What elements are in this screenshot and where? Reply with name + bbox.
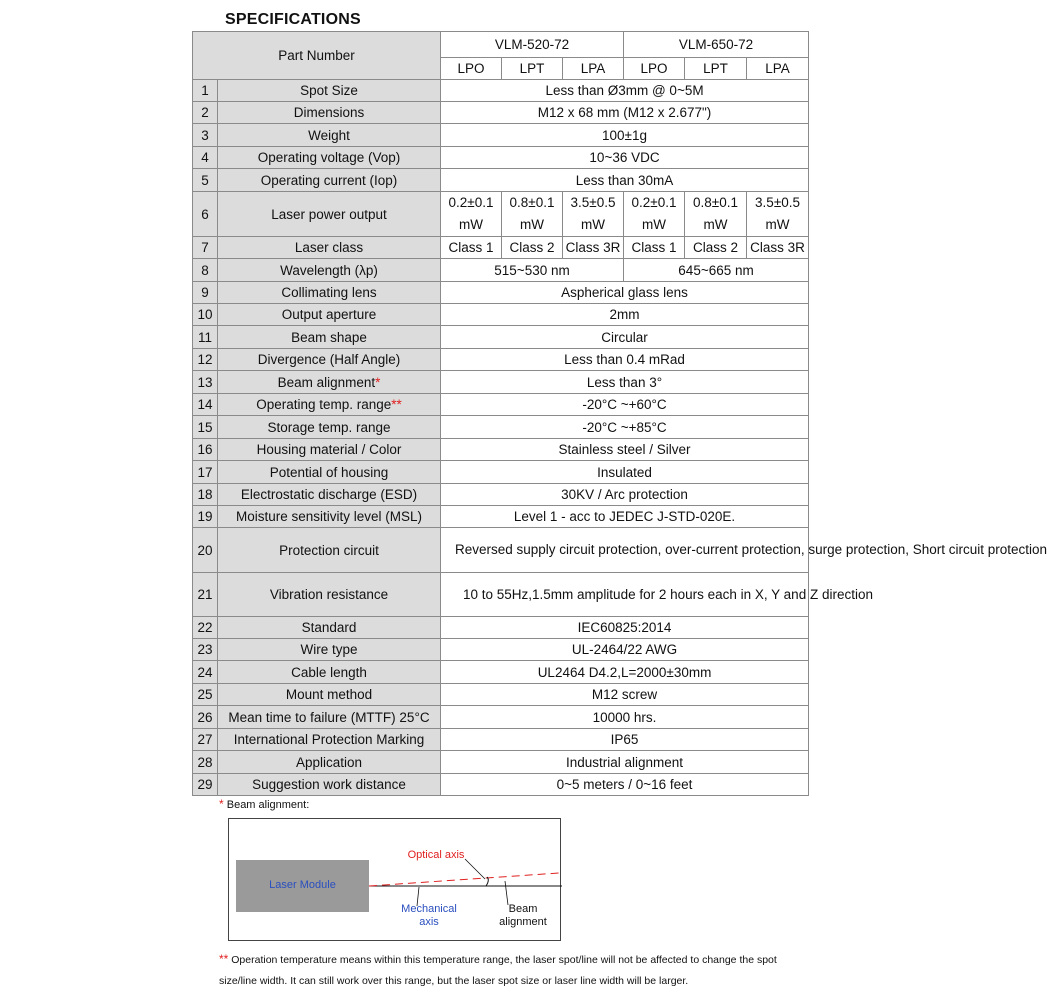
- row-value: Insulated: [441, 461, 809, 484]
- table-row: [193, 506, 809, 528]
- row-label: Wire type: [218, 639, 441, 661]
- optical-axis-leader: [465, 859, 485, 879]
- power-value: 0.8±0.1: [509, 195, 555, 210]
- row-number: 9: [193, 282, 218, 304]
- table-row: [193, 237, 809, 259]
- power-cell: [441, 192, 502, 237]
- laser-class-cell: Class 1: [624, 237, 685, 259]
- row-number: 26: [193, 706, 218, 729]
- row-number: 15: [193, 416, 218, 439]
- row-value: 10000 hrs.: [441, 706, 809, 729]
- row-number: 20: [193, 528, 218, 573]
- specifications-table: [192, 31, 1047, 796]
- row-number: 22: [193, 617, 218, 639]
- beam-alignment-leader: [505, 881, 508, 905]
- row-number: 14: [193, 394, 218, 416]
- row-value: M12 screw: [441, 684, 809, 706]
- table-row: [193, 439, 809, 461]
- row-value: UL-2464/22 AWG: [441, 639, 809, 661]
- row-label: Spot Size: [218, 80, 441, 102]
- row-label: [218, 394, 441, 416]
- beam-alignment-caption: Beam alignment:: [226, 799, 310, 811]
- row-label: Dimensions: [218, 102, 441, 124]
- power-cell: [563, 192, 624, 237]
- table-row: [193, 461, 809, 484]
- laser-module-label: Laser Module: [269, 879, 336, 891]
- power-unit: mW: [520, 217, 544, 232]
- table-row: [193, 706, 809, 729]
- row-number: 19: [193, 506, 218, 528]
- row-value: IEC60825:2014: [441, 617, 809, 639]
- power-unit: mW: [703, 217, 728, 232]
- beam-alignment-line2: alignment: [499, 916, 547, 928]
- table-row: [193, 102, 809, 124]
- power-unit: mW: [765, 217, 790, 232]
- row-value: 10 to 55Hz,1.5mm amplitude for 2 hours each in X, Y and Z direction: [441, 573, 809, 617]
- footnote-star: *: [219, 797, 224, 811]
- row-label: Weight: [218, 124, 441, 147]
- row-number: 1: [193, 80, 218, 102]
- row-value: 0~5 meters / 0~16 feet: [441, 774, 809, 796]
- mechanical-axis-line2: axis: [419, 916, 439, 928]
- table-row: [193, 349, 809, 371]
- row-number: 5: [193, 169, 218, 192]
- laser-class-cell: Class 2: [502, 237, 563, 259]
- row-label: International Protection Marking: [218, 729, 441, 751]
- beam-alignment-diagram: [228, 818, 561, 941]
- row-value: Less than Ø3mm @ 0~5M: [441, 80, 809, 102]
- mechanical-axis-label: [393, 903, 465, 929]
- row-value: Aspherical glass lens: [441, 282, 809, 304]
- table-row: [193, 774, 809, 796]
- power-cell: [747, 192, 809, 237]
- table-row: [193, 394, 809, 416]
- laser-class-cell: Class 3R: [747, 237, 809, 259]
- row-number: 25: [193, 684, 218, 706]
- row-value: 2mm: [441, 304, 809, 326]
- power-unit: mW: [642, 217, 667, 232]
- power-unit: mW: [581, 217, 605, 232]
- table-row: [193, 617, 809, 639]
- variant-header: LPA: [563, 58, 624, 80]
- row-number: 10: [193, 304, 218, 326]
- row-value: IP65: [441, 729, 809, 751]
- variant-header: LPT: [502, 58, 563, 80]
- table-row: [193, 528, 809, 573]
- table-row: [193, 416, 809, 439]
- row-number: 16: [193, 439, 218, 461]
- table-row: [193, 371, 809, 394]
- row-value: 100±1g: [441, 124, 809, 147]
- row-label: Application: [218, 751, 441, 774]
- power-cell: [685, 192, 747, 237]
- table-row: [193, 169, 809, 192]
- row-label: [218, 371, 441, 394]
- row-value: -20°C ~+85°C: [441, 416, 809, 439]
- header-row-models: [193, 32, 809, 58]
- row-value: 30KV / Arc protection: [441, 484, 809, 506]
- variant-header: LPO: [624, 58, 685, 80]
- row-number: 29: [193, 774, 218, 796]
- row-number: 13: [193, 371, 218, 394]
- table-row: [193, 326, 809, 349]
- row-value: M12 x 68 mm (M12 x 2.677"): [441, 102, 809, 124]
- row-value: Less than 3°: [441, 371, 809, 394]
- table-row: [193, 684, 809, 706]
- row-value: -20°C ~+60°C: [441, 394, 809, 416]
- variant-header: LPT: [685, 58, 747, 80]
- row-value: Less than 0.4 mRad: [441, 349, 809, 371]
- beam-alignment-note: [219, 797, 309, 811]
- row-label: Output aperture: [218, 304, 441, 326]
- variant-header: LPA: [747, 58, 809, 80]
- row-number: 4: [193, 147, 218, 169]
- row-value: Level 1 - acc to JEDEC J-STD-020E.: [441, 506, 809, 528]
- table-row: [193, 259, 809, 282]
- table-row: [193, 573, 809, 617]
- power-unit: mW: [459, 217, 483, 232]
- table-row: [193, 661, 809, 684]
- row-label: Operating current (Iop): [218, 169, 441, 192]
- power-value: 0.8±0.1: [693, 195, 738, 210]
- beam-alignment-label: [489, 903, 557, 929]
- part-number-header: Part Number: [193, 32, 441, 80]
- table-row: [193, 751, 809, 774]
- power-cell: [624, 192, 685, 237]
- row-label: Storage temp. range: [218, 416, 441, 439]
- optical-axis-line: [369, 873, 559, 886]
- row-number: 6: [193, 192, 218, 237]
- wavelength-cell: 515~530 nm: [441, 259, 624, 282]
- beam-alignment-line1: Beam: [508, 903, 538, 915]
- row-label: Laser class: [218, 237, 441, 259]
- row-label: Suggestion work distance: [218, 774, 441, 796]
- row-value: Industrial alignment: [441, 751, 809, 774]
- row-number: 3: [193, 124, 218, 147]
- row-label: Collimating lens: [218, 282, 441, 304]
- row-label: Mean time to failure (MTTF) 25°C: [218, 706, 441, 729]
- power-value: 0.2±0.1: [631, 195, 677, 210]
- row-label: Beam shape: [218, 326, 441, 349]
- optical-axis-label: Optical axis: [407, 849, 465, 861]
- table-row: [193, 192, 809, 237]
- row-label: Cable length: [218, 661, 441, 684]
- row-number: 27: [193, 729, 218, 751]
- row-label: Moisture sensitivity level (MSL): [218, 506, 441, 528]
- table-row: [193, 729, 809, 751]
- table-row: [193, 282, 809, 304]
- row-number: 7: [193, 237, 218, 259]
- row-number: 18: [193, 484, 218, 506]
- table-row: [193, 484, 809, 506]
- specifications-title: SPECIFICATIONS: [225, 11, 361, 28]
- laser-class-cell: Class 2: [685, 237, 747, 259]
- row-value: Circular: [441, 326, 809, 349]
- row-label: Laser power output: [218, 192, 441, 237]
- footnote-mark: **: [391, 397, 402, 412]
- row-label: Potential of housing: [218, 461, 441, 484]
- power-value: 3.5±0.5: [755, 195, 800, 210]
- row-value: Stainless steel / Silver: [441, 439, 809, 461]
- wavelength-cell: 645~665 nm: [624, 259, 809, 282]
- mechanical-axis-line1: Mechanical: [401, 903, 457, 915]
- operation-temp-note: [219, 949, 799, 992]
- row-number: 23: [193, 639, 218, 661]
- table-row: [193, 80, 809, 102]
- row-number: 11: [193, 326, 218, 349]
- table-row: [193, 639, 809, 661]
- power-value: 0.2±0.1: [448, 195, 494, 210]
- row-label-text: Beam alignment: [277, 374, 376, 390]
- row-number: 2: [193, 102, 218, 124]
- table-row: [193, 147, 809, 169]
- row-value: 10~36 VDC: [441, 147, 809, 169]
- row-value: Reversed supply circuit protection, over-current protection, surge protection, Short circuit protection: [441, 528, 809, 573]
- variant-header: LPO: [441, 58, 502, 80]
- footnote-mark: *: [375, 374, 381, 390]
- row-value: Less than 30mA: [441, 169, 809, 192]
- laser-class-cell: Class 1: [441, 237, 502, 259]
- footnote-star: **: [219, 952, 229, 966]
- row-label: Operating voltage (Vop): [218, 147, 441, 169]
- row-label-text: Operating temp. range: [256, 397, 392, 412]
- model-header: VLM-650-72: [624, 32, 809, 58]
- row-number: 12: [193, 349, 218, 371]
- model-header: VLM-520-72: [441, 32, 624, 58]
- row-label: Electrostatic discharge (ESD): [218, 484, 441, 506]
- row-label: Housing material / Color: [218, 439, 441, 461]
- power-value: 3.5±0.5: [570, 195, 616, 210]
- operation-temp-text: Operation temperature means within this temperature range, the laser spot/line will not be affected to change the spot size/line width. It can still work over this range, but the laser spot size or laser line width will be larger.: [219, 954, 777, 987]
- row-number: 21: [193, 573, 218, 617]
- row-label: Protection circuit: [218, 528, 441, 573]
- row-number: 8: [193, 259, 218, 282]
- row-value: UL2464 D4.2,L=2000±30mm: [441, 661, 809, 684]
- row-number: 17: [193, 461, 218, 484]
- row-label: Divergence (Half Angle): [218, 349, 441, 371]
- row-label: Mount method: [218, 684, 441, 706]
- table-row: [193, 304, 809, 326]
- laser-class-cell: Class 3R: [563, 237, 624, 259]
- power-cell: [502, 192, 563, 237]
- row-label: Vibration resistance: [218, 573, 441, 617]
- row-label: Standard: [218, 617, 441, 639]
- row-label: Wavelength (λp): [218, 259, 441, 282]
- row-number: 28: [193, 751, 218, 774]
- table-row: [193, 124, 809, 147]
- row-number: 24: [193, 661, 218, 684]
